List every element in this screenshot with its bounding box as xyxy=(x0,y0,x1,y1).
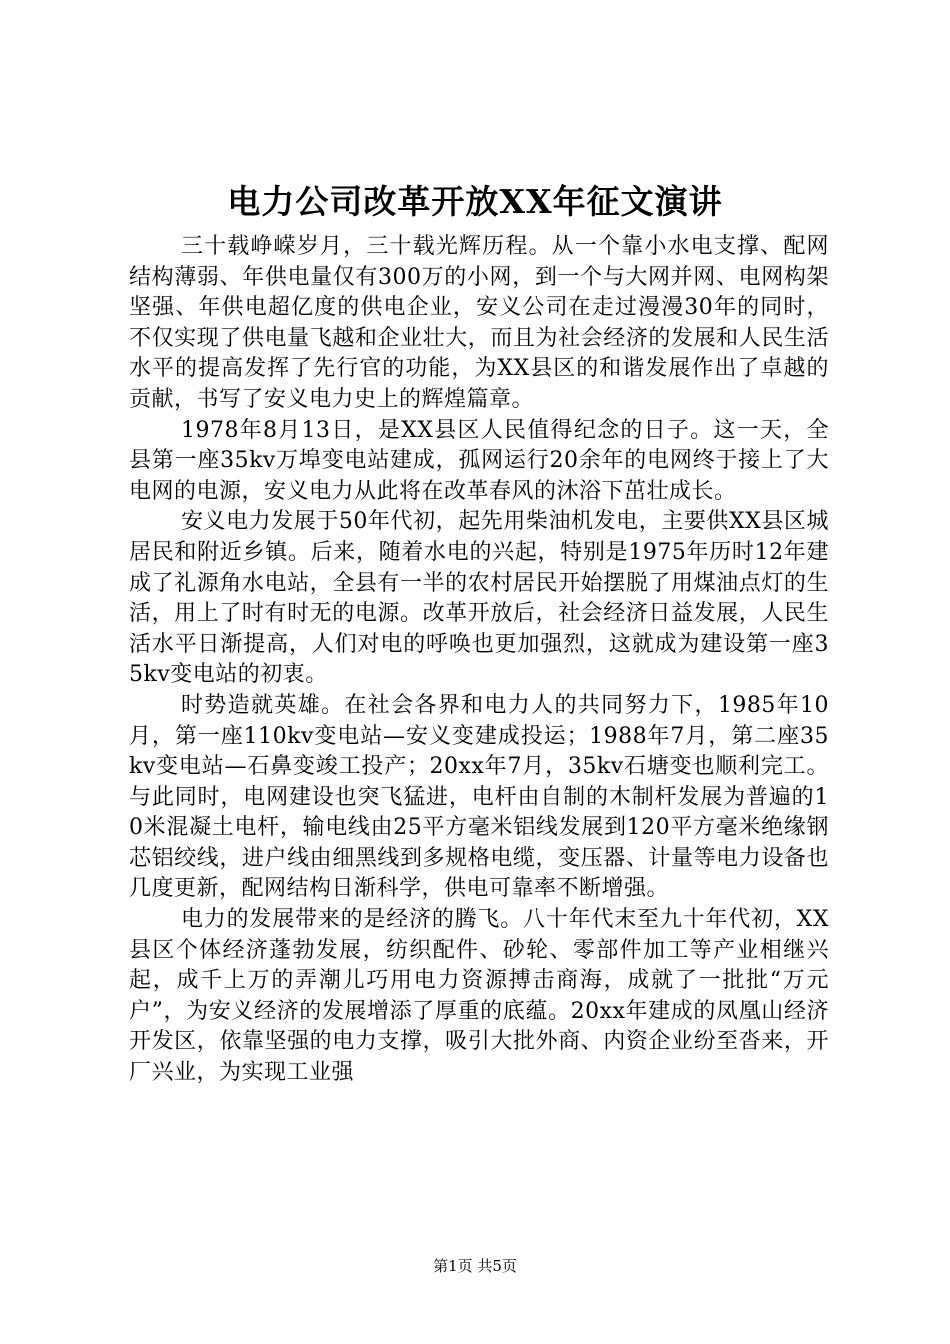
paragraph-4: 时势造就英雄。在社会各界和电力人的共同努力下，1985年10月，第一座110kv变电站—安义变建成投运；1988年7月，第二座35kv变电站—石鼻变竣工投产；20xx年7月，35kv石塘变也顺利完工。与此同时，电网建设也突飞猛进，电杆由自制的木制杆发展为普遍的10米混凝土电杆，输电线由25平方毫米铝线发展到120平方毫米绝缘钢芯铝绞线，进户线由细黑线到多规格电缆，变压器、计量等电力设备也几度更新，配网结构日渐科学，供电可靠率不断增强。 xyxy=(129,692,829,902)
page-number-footer: 第1页 共5页 xyxy=(433,1257,517,1275)
paragraph-5: 电力的发展带来的是经济的腾飞。八十年代末至九十年代初，XX县区个体经济蓬勃发展，纺织配件、砂轮、零部件加工等产业相继兴起，成千上万的弄潮儿巧用电力资源搏击商海，成就了一批批“万元户”，为安义经济的发展增添了厚重的底蕴。20xx年建成的凤凰山经济开发区，依靠坚强的电力支撑，吸引大批外商、内资企业纷至沓来，开厂兴业，为实现工业强 xyxy=(129,907,829,1086)
paragraph-1: 三十载峥嵘岁月，三十载光辉历程。从一个靠小水电支撑、配网结构薄弱、年供电量仅有300万的小网，到一个与大网并网、电网构架坚强、年供电超亿度的供电企业，安义公司在走过漫漫30年的同时，不仅实现了供电量飞越和企业壮大，而且为社会经济的发展和人民生活水平的提高发挥了先行官的功能，为XX县区的和谐发展作出了卓越的贡献，书写了安义电力史上的辉煌篇章。 xyxy=(129,234,829,412)
document-title: 电力公司改革开放XX年征文演讲 xyxy=(227,182,723,221)
paragraph-3: 安义电力发展于50年代初，起先用柴油机发电，主要供XX县区城居民和附近乡镇。后来，随着水电的兴起，特别是1975年历时12年建成了礼源角水电站，全县有一半的农村居民开始摆脱了用煤油点灯的生活，用上了时有时无的电源。改革开放后，社会经济日益发展，人民生活水平日渐提高，人们对电的呼唤也更加强烈，这就成为建设第一座35kv变电站的初衷。 xyxy=(129,509,829,688)
document-body xyxy=(129,232,829,1089)
paragraph-2: 1978年8月13日，是XX县区人民值得纪念的日子。这一天，全县第一座35kv万埠变电站建成，孤网运行20余年的电网终于接上了大电网的电源，安义电力从此将在改革春风的沐浴下茁壮成长。 xyxy=(129,417,829,504)
